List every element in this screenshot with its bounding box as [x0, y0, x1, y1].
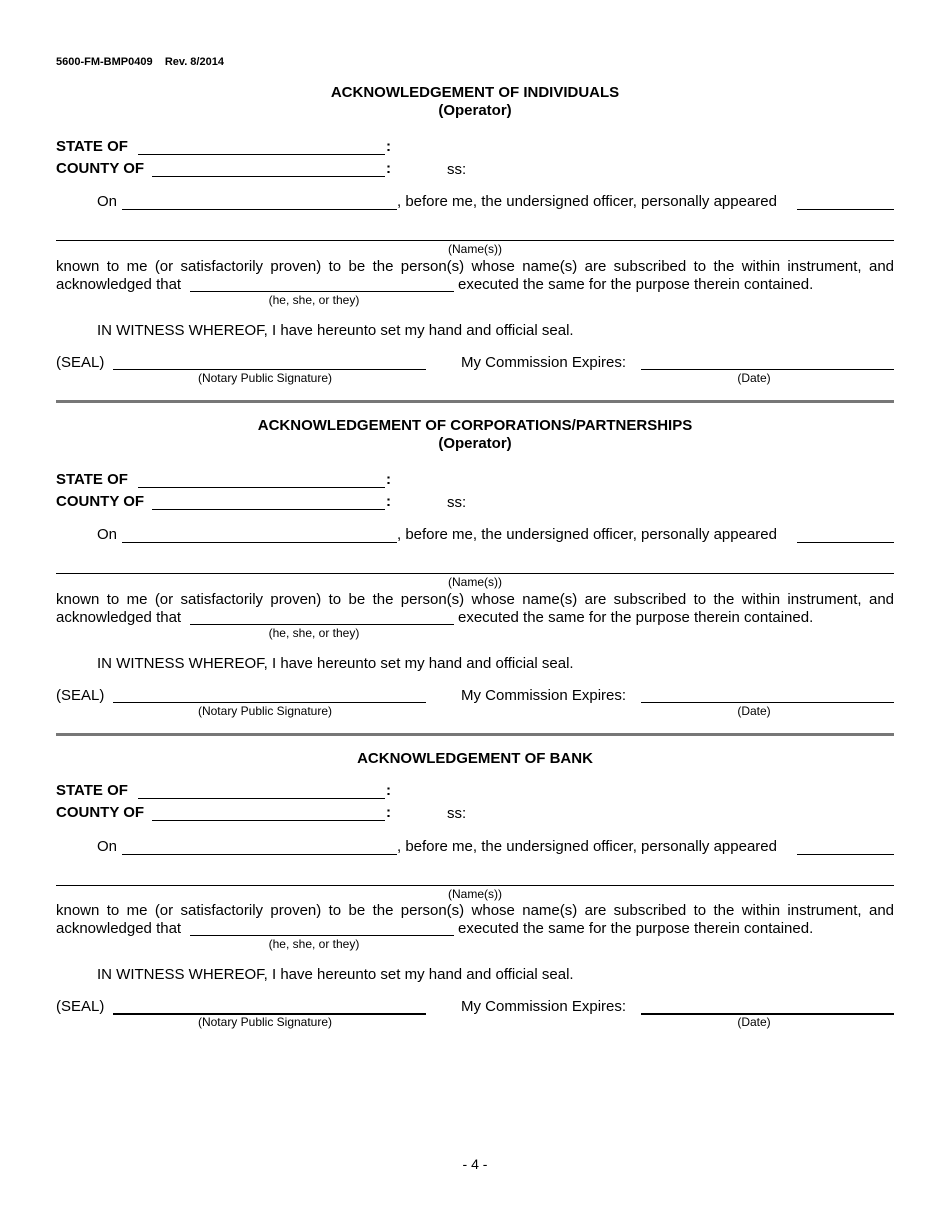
appeared-text: , before me, the undersigned officer, personally appeared	[397, 193, 777, 210]
notary-caption: (Notary Public Signature)	[197, 1015, 333, 1029]
on-label: On	[97, 193, 118, 210]
pronoun-field[interactable]	[190, 624, 454, 625]
acknowledged-label: acknowledged that	[56, 276, 182, 293]
pronoun-field[interactable]	[190, 935, 454, 936]
page-number: - 4 -	[462, 1156, 488, 1172]
names-caption: (Name(s))	[448, 887, 502, 901]
notary-signature-field[interactable]	[113, 369, 426, 370]
pronoun-caption: (he, she, or they)	[268, 937, 360, 951]
on-label: On	[97, 838, 118, 855]
appeared-name-field[interactable]	[797, 542, 894, 543]
witness-text: IN WITNESS WHEREOF, I have hereunto set my hand and official seal.	[97, 322, 574, 339]
section-divider	[56, 733, 894, 736]
notary-caption: (Notary Public Signature)	[197, 704, 333, 718]
state-colon: :	[386, 138, 391, 155]
section-divider	[56, 400, 894, 403]
state-field[interactable]	[138, 487, 385, 488]
state-colon: :	[386, 471, 391, 488]
date-caption: (Date)	[737, 704, 771, 718]
acknowledged-label: acknowledged that	[56, 920, 182, 937]
state-of-label: STATE OF	[56, 471, 128, 488]
county-of-label: COUNTY OF	[56, 160, 145, 177]
state-field[interactable]	[138, 798, 385, 799]
pronoun-caption: (he, she, or they)	[268, 626, 360, 640]
appeared-name-field[interactable]	[797, 854, 894, 855]
commission-date-field[interactable]	[641, 702, 894, 703]
state-field[interactable]	[138, 154, 385, 155]
state-of-label: STATE OF	[56, 138, 128, 155]
seal-label: (SEAL)	[56, 687, 105, 704]
on-label: On	[97, 526, 118, 543]
names-field[interactable]	[56, 240, 894, 241]
county-field[interactable]	[152, 509, 385, 510]
known-text: known to me (or satisfactorily proven) to be the person(s) whose name(s) are subscribed to the within instrument, and	[56, 591, 894, 608]
county-colon: :	[386, 804, 391, 821]
date-on-field[interactable]	[122, 542, 397, 543]
date-caption: (Date)	[737, 371, 771, 385]
names-field[interactable]	[56, 573, 894, 574]
pronoun-caption: (he, she, or they)	[268, 293, 360, 307]
date-caption: (Date)	[737, 1015, 771, 1029]
appeared-text: , before me, the undersigned officer, personally appeared	[397, 838, 777, 855]
ss-label: ss:	[447, 161, 467, 178]
date-on-field[interactable]	[122, 854, 397, 855]
county-field[interactable]	[152, 176, 385, 177]
witness-text: IN WITNESS WHEREOF, I have hereunto set my hand and official seal.	[97, 655, 574, 672]
known-text: known to me (or satisfactorily proven) to be the person(s) whose name(s) are subscribed to the within instrument, and	[56, 902, 894, 919]
names-caption: (Name(s))	[448, 242, 502, 256]
county-of-label: COUNTY OF	[56, 493, 145, 510]
county-of-label: COUNTY OF	[56, 804, 145, 821]
executed-text: executed the same for the purpose therein contained.	[458, 920, 814, 937]
notary-caption: (Notary Public Signature)	[197, 371, 333, 385]
pronoun-field[interactable]	[190, 291, 454, 292]
section-individuals-title: ACKNOWLEDGEMENT OF INDIVIDUALS	[330, 84, 620, 101]
county-field[interactable]	[152, 820, 385, 821]
section-corporations-subtitle: (Operator)	[438, 435, 512, 452]
commission-date-field[interactable]	[641, 369, 894, 370]
commission-label: My Commission Expires:	[461, 687, 627, 704]
acknowledged-label: acknowledged that	[56, 609, 182, 626]
form-code: 5600-FM-BMP0409	[56, 56, 153, 68]
form-header	[56, 56, 224, 68]
state-colon: :	[386, 782, 391, 799]
appeared-text: , before me, the undersigned officer, personally appeared	[397, 526, 777, 543]
witness-text: IN WITNESS WHEREOF, I have hereunto set my hand and official seal.	[97, 966, 574, 983]
ss-label: ss:	[447, 494, 467, 511]
county-colon: :	[386, 493, 391, 510]
state-of-label: STATE OF	[56, 782, 128, 799]
revision-label: Rev. 8/2014	[164, 56, 224, 68]
appeared-name-field[interactable]	[797, 209, 894, 210]
known-text: known to me (or satisfactorily proven) to be the person(s) whose name(s) are subscribed to the within instrument, and	[56, 258, 894, 275]
seal-label: (SEAL)	[56, 998, 105, 1015]
commission-label: My Commission Expires:	[461, 354, 627, 371]
executed-text: executed the same for the purpose therein contained.	[458, 609, 814, 626]
seal-label: (SEAL)	[56, 354, 105, 371]
names-field[interactable]	[56, 885, 894, 886]
names-caption: (Name(s))	[448, 575, 502, 589]
date-on-field[interactable]	[122, 209, 397, 210]
county-colon: :	[386, 160, 391, 177]
notary-signature-field[interactable]	[113, 702, 426, 703]
section-bank-title: ACKNOWLEDGEMENT OF BANK	[357, 750, 593, 767]
executed-text: executed the same for the purpose therein contained.	[458, 276, 814, 293]
ss-label: ss:	[447, 805, 467, 822]
commission-label: My Commission Expires:	[461, 998, 627, 1015]
section-individuals-subtitle: (Operator)	[438, 102, 512, 119]
section-corporations-title: ACKNOWLEDGEMENT OF CORPORATIONS/PARTNERSHIPS	[257, 417, 693, 434]
